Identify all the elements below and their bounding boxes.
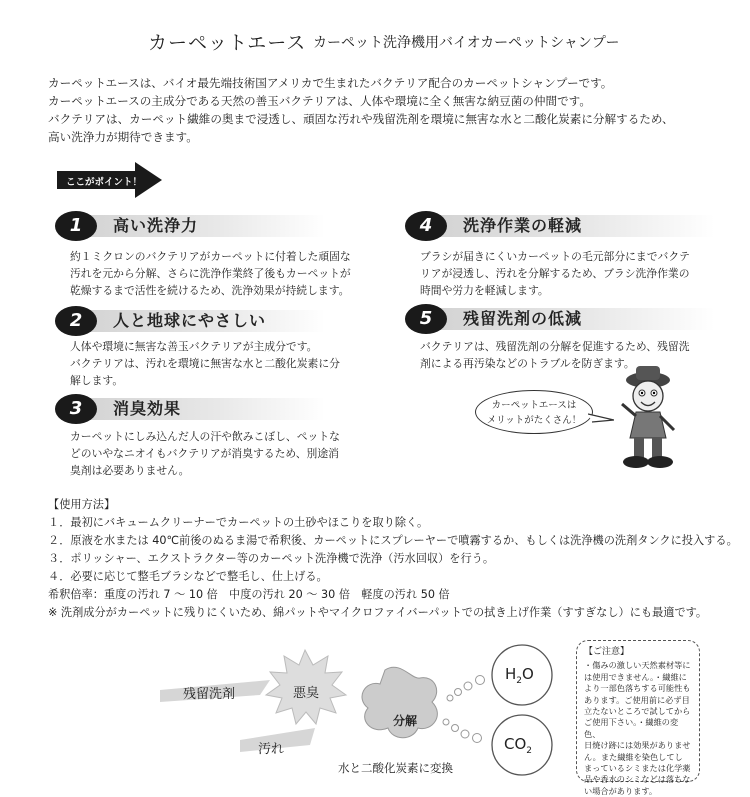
- feature-body: [70, 428, 340, 479]
- feature-heading: [55, 398, 325, 420]
- feature-number: 4: [405, 211, 447, 241]
- feature-heading: [405, 308, 715, 330]
- feature-line: 解します。: [70, 374, 124, 387]
- feature-line: バクテリアは、残留洗剤の分解を促進するため、残留洗: [420, 340, 690, 353]
- intro-line: カーペットエースは、バイオ最先端技術国アメリカで生まれたバクテリア配合のカーペットシャンプーです。: [48, 76, 613, 90]
- diagram-caption: 水と二酸化炭素に変換: [338, 761, 453, 775]
- dirt-label: 汚れ: [258, 742, 285, 757]
- bubble-line: カーペットエースは: [491, 400, 577, 411]
- notice-line: ご使用下さい。・繊維の変色、: [584, 717, 679, 739]
- notice-line: 立たないところで試してから: [584, 706, 691, 717]
- feature-body: [70, 248, 351, 299]
- feature-line: ブラシが届きにくいカーペットの毛元部分にまでバクテ: [420, 250, 690, 263]
- feature-title: 残留洗剤の低減: [463, 309, 583, 328]
- feature-title: 高い洗浄力: [113, 216, 199, 235]
- feature-line: 臭剤は必要ありません。: [70, 464, 190, 477]
- mascot-icon: [612, 360, 684, 470]
- feature-number: 3: [55, 394, 97, 424]
- feature-line: リアが浸透し、汚れを分解するため、ブラシ洗浄作業の: [420, 267, 690, 280]
- notice-line: より一部色落ちする可能性も: [584, 683, 691, 694]
- water-label: $H_2O$: [505, 665, 534, 686]
- usage-step: ３．ポリッシャー、エクストラクター等のカーペット洗浄機で洗浄（汚水回収）を行う。: [48, 552, 495, 565]
- usage-step: １．最初にバキュームクリーナーでカーペットの土砂やほこりを取り除く。: [48, 516, 429, 529]
- feature-line: 乾燥するまで活性を続けるため、洗浄効果が持続します。: [70, 284, 350, 297]
- dilution-rate: 希釈倍率：重度の汚れ 7 〜 10 倍 中度の汚れ 20 〜 30 倍 軽度の汚れ 50 倍: [48, 588, 450, 601]
- co2-label: $CO_2$: [504, 735, 533, 756]
- usage-heading: 【使用方法】: [48, 498, 116, 511]
- usage-section: [48, 496, 748, 622]
- feature-heading: [405, 215, 715, 237]
- notice-line: まっているシミまたは化学薬: [584, 763, 691, 774]
- notice-line: ん。また繊維を染色してし: [584, 751, 683, 762]
- feature-title: 消臭効果: [113, 399, 182, 418]
- feature-number: 5: [405, 304, 447, 334]
- feature-title: 洗浄作業の軽減: [463, 216, 583, 235]
- odor-label: 悪臭: [293, 686, 320, 701]
- notice-title: 【ご注意】: [584, 647, 630, 657]
- page-subtitle: カーペット洗浄機用バイオカーペットシャンプー: [313, 35, 620, 51]
- page-title: カーペットエース: [148, 32, 307, 54]
- residue-label: 残留洗剤: [183, 687, 236, 702]
- notice-line: は使用できません。・繊維に: [584, 671, 687, 682]
- notice-box: [576, 640, 700, 796]
- intro-text: [48, 74, 738, 146]
- feature-line: 剤による再汚染などのトラブルを防ぎます。: [420, 357, 635, 370]
- feature-line: 約１ミクロンのバクテリアがカーペットに付着した頑固な: [70, 250, 351, 263]
- feature-number: 1: [55, 211, 97, 241]
- usage-step: ２．原液を水または 40℃前後のぬるま湯で希釈後、カーペットにスプレーヤーで噴霧するか、もしくは洗浄機の洗剤タンクに投入する。: [48, 534, 738, 547]
- point-label: ここがポイント！: [66, 177, 143, 188]
- intro-line: バクテリアは、カーペット繊維の奥まで浸透し、頑固な汚れや残留洗剤を環境に無害な水と二酸化炭素に分解するため、: [48, 112, 674, 126]
- notice-line: い場合があります。: [584, 785, 658, 796]
- feature-number: 2: [55, 306, 97, 336]
- usage-note: ※ 洗剤成分がカーペットに残りにくいため、綿パットやマイクロファイバーパットでの拭き上げ作業（すすぎなし）にも最適です。: [48, 606, 708, 619]
- feature-body: [70, 338, 340, 389]
- feature-line: バクテリアは、汚れを環境に無害な水と二酸化炭素に分: [70, 357, 340, 370]
- notice-line: ・傷みの激しい天然素材等に: [584, 660, 691, 671]
- feature-heading: [55, 215, 325, 237]
- feature-line: カーペットにしみ込んだ人の汗や飲みこぼし、ペットな: [70, 430, 340, 443]
- feature-line: 人体や環境に無害な善玉バクテリアが主成分です。: [70, 340, 318, 353]
- feature-body: [420, 248, 690, 299]
- bubble-line: メリットがたくさん！: [486, 415, 582, 426]
- feature-line: 汚れを元から分解、さらに洗浄作業終了後もカーペットが: [70, 267, 351, 280]
- notice-line: あります。ご使用前に必ず目: [584, 694, 690, 705]
- usage-step: ４．必要に応じて整毛ブラシなどで整毛し、仕上げる。: [48, 570, 328, 583]
- feature-title: 人と地球にやさしい: [113, 311, 267, 330]
- feature-heading: [55, 310, 325, 332]
- decompose-label: 分解: [393, 714, 418, 728]
- feature-line: どのいやなニオイもバクテリアが消臭するため、別途消: [70, 447, 339, 460]
- intro-line: 高い洗浄力が期待できます。: [48, 130, 198, 144]
- feature-line: 時間や労力を軽減します。: [420, 284, 549, 297]
- speech-bubble: [475, 390, 593, 434]
- notice-line: 品や香水のシミなどは落ちな: [584, 774, 691, 785]
- intro-line: カーペットエースの主成分である天然の善玉バクテリアは、人体や環境に全く無害な納豆菌の仲間です。: [48, 94, 591, 108]
- bubble-tail-icon: [588, 410, 614, 424]
- notice-line: 日焼け跡には効果がありませ: [584, 740, 691, 751]
